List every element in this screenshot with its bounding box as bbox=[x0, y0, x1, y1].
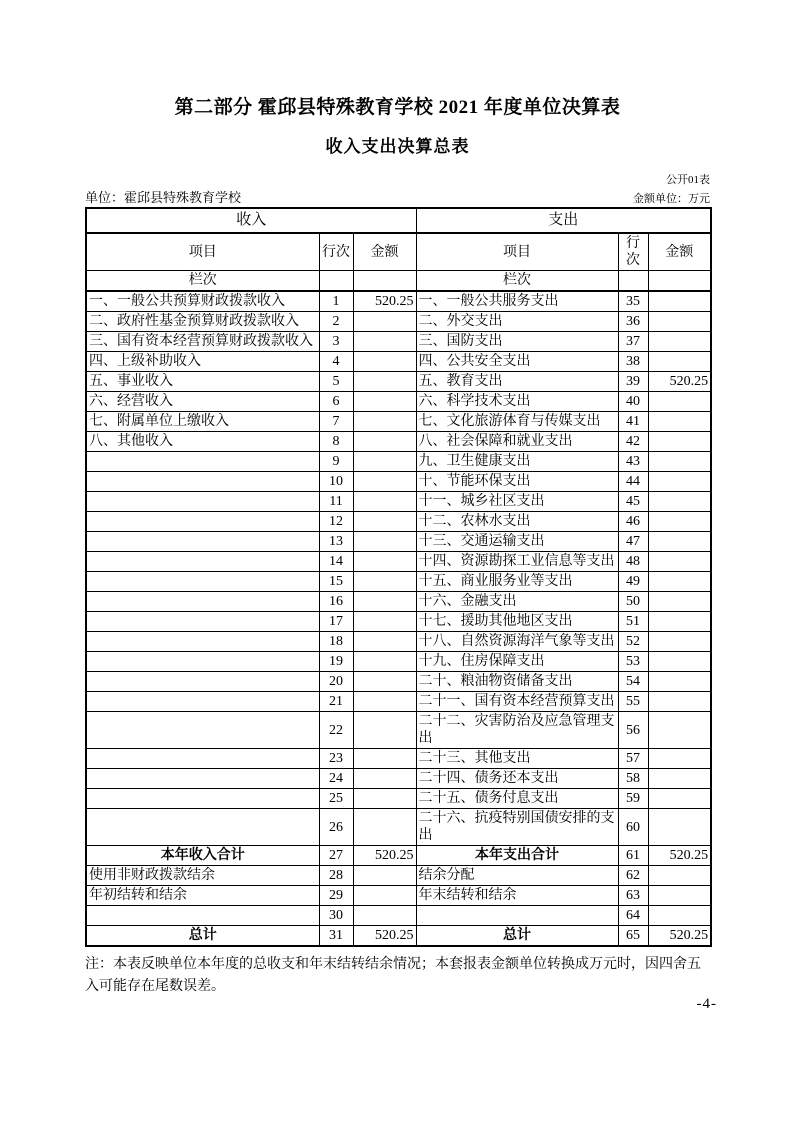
expense-amount-cell bbox=[648, 352, 711, 372]
income-item-cell bbox=[86, 492, 319, 512]
income-amount-cell bbox=[353, 632, 416, 652]
expense-item-cell: 二十一、国有资本经营预算支出 bbox=[416, 692, 618, 712]
income-item-cell bbox=[86, 592, 319, 612]
income-line-cell: 11 bbox=[319, 492, 353, 512]
expense-item-cell: 一、一般公共服务支出 bbox=[416, 291, 618, 312]
expense-item-cell: 二十六、抗疫特别国债安排的支出 bbox=[416, 809, 618, 846]
income-line-cell: 9 bbox=[319, 452, 353, 472]
income-line-cell: 10 bbox=[319, 472, 353, 492]
table-row bbox=[86, 372, 711, 392]
expense-line-cell: 50 bbox=[618, 592, 648, 612]
income-item-cell: 年初结转和结余 bbox=[86, 886, 319, 906]
income-item-cell: 一、一般公共预算财政拨款收入 bbox=[86, 291, 319, 312]
expense-item-cell: 六、科学技术支出 bbox=[416, 392, 618, 412]
income-amount-cell bbox=[353, 809, 416, 846]
income-section-header: 收入 bbox=[86, 208, 416, 233]
expense-item-cell: 十一、城乡社区支出 bbox=[416, 492, 618, 512]
expense-item-cell: 三、国防支出 bbox=[416, 332, 618, 352]
income-amount-cell bbox=[353, 672, 416, 692]
expense-line-cell: 59 bbox=[618, 789, 648, 809]
income-item-cell bbox=[86, 769, 319, 789]
table-row bbox=[86, 412, 711, 432]
income-line-header: 行次 bbox=[319, 233, 353, 271]
income-line-cell: 21 bbox=[319, 692, 353, 712]
income-amount-cell: 520.25 bbox=[353, 846, 416, 866]
expense-item-cell: 十八、自然资源海洋气象等支出 bbox=[416, 632, 618, 652]
income-line-cell: 29 bbox=[319, 886, 353, 906]
table-row bbox=[86, 769, 711, 789]
expense-line-cell: 42 bbox=[618, 432, 648, 452]
expense-line-header: 行次 bbox=[618, 233, 648, 271]
income-item-cell bbox=[86, 789, 319, 809]
income-item-cell bbox=[86, 809, 319, 846]
income-line-cell: 3 bbox=[319, 332, 353, 352]
table-row bbox=[86, 712, 711, 749]
expense-amount-cell bbox=[648, 572, 711, 592]
empty-cell bbox=[618, 271, 648, 292]
income-item-cell: 使用非财政拨款结余 bbox=[86, 866, 319, 886]
table-row bbox=[86, 552, 711, 572]
expense-line-cell: 40 bbox=[618, 392, 648, 412]
expense-item-cell: 十三、交通运输支出 bbox=[416, 532, 618, 552]
income-line-cell: 18 bbox=[319, 632, 353, 652]
income-amount-cell bbox=[353, 652, 416, 672]
expense-line-cell: 56 bbox=[618, 712, 648, 749]
expense-amount-cell bbox=[648, 692, 711, 712]
income-amount-cell bbox=[353, 789, 416, 809]
table-row bbox=[86, 392, 711, 412]
income-line-cell: 30 bbox=[319, 906, 353, 926]
expense-line-cell: 37 bbox=[618, 332, 648, 352]
income-amount-cell bbox=[353, 472, 416, 492]
expense-line-cell: 53 bbox=[618, 652, 648, 672]
income-line-cell: 31 bbox=[319, 926, 353, 947]
expense-amount-cell bbox=[648, 769, 711, 789]
expense-amount-cell bbox=[648, 432, 711, 452]
table-row bbox=[86, 492, 711, 512]
expense-amount-cell bbox=[648, 749, 711, 769]
expense-line-cell: 64 bbox=[618, 906, 648, 926]
table-row bbox=[86, 472, 711, 492]
expense-line-cell: 39 bbox=[618, 372, 648, 392]
income-line-cell: 26 bbox=[319, 809, 353, 846]
expense-amount-header: 金额 bbox=[648, 233, 711, 271]
expense-line-cell: 49 bbox=[618, 572, 648, 592]
part-title: 第二部分 霍邱县特殊教育学校 2021 年度单位决算表 bbox=[174, 97, 621, 118]
income-amount-cell bbox=[353, 769, 416, 789]
expense-item-cell: 二十三、其他支出 bbox=[416, 749, 618, 769]
expense-amount-cell bbox=[648, 291, 711, 312]
expense-section-header: 支出 bbox=[416, 208, 711, 233]
expense-amount-cell bbox=[648, 789, 711, 809]
income-item-cell bbox=[86, 452, 319, 472]
income-line-cell: 6 bbox=[319, 392, 353, 412]
expense-amount-cell bbox=[648, 866, 711, 886]
income-amount-cell: 520.25 bbox=[353, 926, 416, 947]
expense-line-cell: 47 bbox=[618, 532, 648, 552]
expense-line-cell: 54 bbox=[618, 672, 648, 692]
income-item-cell bbox=[86, 532, 319, 552]
expense-item-cell: 总计 bbox=[416, 926, 618, 947]
income-amount-cell bbox=[353, 332, 416, 352]
income-amount-header: 金额 bbox=[353, 233, 416, 271]
income-item-cell: 本年收入合计 bbox=[86, 846, 319, 866]
expense-amount-cell bbox=[648, 809, 711, 846]
income-item-cell bbox=[86, 692, 319, 712]
income-line-cell: 15 bbox=[319, 572, 353, 592]
expense-line-cell: 38 bbox=[618, 352, 648, 372]
table-row bbox=[86, 632, 711, 652]
income-amount-cell bbox=[353, 432, 416, 452]
page-content bbox=[85, 92, 710, 998]
income-amount-cell bbox=[353, 612, 416, 632]
table-row bbox=[86, 672, 711, 692]
income-line-cell: 1 bbox=[319, 291, 353, 312]
form-code: 公开01表 bbox=[666, 174, 710, 186]
empty-cell bbox=[353, 271, 416, 292]
expense-amount-cell: 520.25 bbox=[648, 926, 711, 947]
income-line-cell: 24 bbox=[319, 769, 353, 789]
expense-amount-cell bbox=[648, 412, 711, 432]
expense-item-cell: 十六、金融支出 bbox=[416, 592, 618, 612]
table-row bbox=[86, 866, 711, 886]
income-line-cell: 5 bbox=[319, 372, 353, 392]
table-row bbox=[86, 572, 711, 592]
income-line-cell: 19 bbox=[319, 652, 353, 672]
income-item-cell: 三、国有资本经营预算财政拨款收入 bbox=[86, 332, 319, 352]
income-amount-cell bbox=[353, 572, 416, 592]
income-item-cell bbox=[86, 652, 319, 672]
accounts-table bbox=[85, 207, 712, 947]
income-amount-cell bbox=[353, 312, 416, 332]
income-amount-cell bbox=[353, 692, 416, 712]
income-item-cell bbox=[86, 472, 319, 492]
page-number: -4- bbox=[696, 996, 717, 1012]
expense-amount-cell bbox=[648, 532, 711, 552]
income-item-cell bbox=[86, 749, 319, 769]
table-row bbox=[86, 452, 711, 472]
income-amount-cell bbox=[353, 532, 416, 552]
expense-line-cell: 55 bbox=[618, 692, 648, 712]
income-item-cell bbox=[86, 632, 319, 652]
income-amount-cell bbox=[353, 452, 416, 472]
expense-amount-cell bbox=[648, 712, 711, 749]
expense-line-cell: 35 bbox=[618, 291, 648, 312]
income-line-cell: 27 bbox=[319, 846, 353, 866]
unit-label: 单位：霍邱县特殊教育学校 bbox=[85, 190, 242, 205]
expense-line-cell: 62 bbox=[618, 866, 648, 886]
income-line-cell: 14 bbox=[319, 552, 353, 572]
income-amount-cell bbox=[353, 552, 416, 572]
expense-amount-cell bbox=[648, 392, 711, 412]
expense-line-cell: 65 bbox=[618, 926, 648, 947]
income-item-cell bbox=[86, 552, 319, 572]
expense-amount-cell bbox=[648, 452, 711, 472]
expense-item-cell: 年末结转和结余 bbox=[416, 886, 618, 906]
expense-amount-cell bbox=[648, 672, 711, 692]
expense-line-cell: 58 bbox=[618, 769, 648, 789]
expense-line-cell: 44 bbox=[618, 472, 648, 492]
income-amount-cell bbox=[353, 749, 416, 769]
expense-item-cell: 本年支出合计 bbox=[416, 846, 618, 866]
expense-item-cell: 二十二、灾害防治及应急管理支出 bbox=[416, 712, 618, 749]
empty-cell bbox=[319, 271, 353, 292]
income-amount-cell bbox=[353, 592, 416, 612]
table-row bbox=[86, 592, 711, 612]
income-item-cell: 总计 bbox=[86, 926, 319, 947]
expense-item-cell bbox=[416, 906, 618, 926]
expense-item-cell: 七、文化旅游体育与传媒支出 bbox=[416, 412, 618, 432]
expense-line-cell: 41 bbox=[618, 412, 648, 432]
table-row bbox=[86, 926, 711, 947]
income-item-cell: 五、事业收入 bbox=[86, 372, 319, 392]
expense-amount-cell bbox=[648, 312, 711, 332]
income-amount-cell bbox=[353, 352, 416, 372]
expense-item-cell: 五、教育支出 bbox=[416, 372, 618, 392]
income-line-cell: 25 bbox=[319, 789, 353, 809]
table-row bbox=[86, 291, 711, 312]
expense-amount-cell bbox=[648, 612, 711, 632]
expense-item-cell: 九、卫生健康支出 bbox=[416, 452, 618, 472]
income-amount-cell bbox=[353, 512, 416, 532]
expense-item-header: 项目 bbox=[416, 233, 618, 271]
expense-line-cell: 63 bbox=[618, 886, 648, 906]
expense-amount-cell bbox=[648, 632, 711, 652]
expense-line-cell: 48 bbox=[618, 552, 648, 572]
income-line-cell: 12 bbox=[319, 512, 353, 532]
table-row bbox=[86, 749, 711, 769]
expense-index-label: 栏次 bbox=[416, 271, 618, 292]
income-item-cell bbox=[86, 512, 319, 532]
expense-amount-cell: 520.25 bbox=[648, 846, 711, 866]
table-row bbox=[86, 532, 711, 552]
income-line-cell: 8 bbox=[319, 432, 353, 452]
income-amount-cell bbox=[353, 712, 416, 749]
expense-item-cell: 二十、粮油物资储备支出 bbox=[416, 672, 618, 692]
expense-item-cell: 二十四、债务还本支出 bbox=[416, 769, 618, 789]
income-item-cell bbox=[86, 906, 319, 926]
expense-amount-cell bbox=[648, 592, 711, 612]
expense-amount-cell bbox=[648, 492, 711, 512]
empty-cell bbox=[648, 271, 711, 292]
expense-item-cell: 十七、援助其他地区支出 bbox=[416, 612, 618, 632]
table-row bbox=[86, 312, 711, 332]
income-item-cell: 四、上级补助收入 bbox=[86, 352, 319, 372]
income-item-cell: 六、经营收入 bbox=[86, 392, 319, 412]
expense-line-cell: 36 bbox=[618, 312, 648, 332]
income-item-cell bbox=[86, 672, 319, 692]
expense-line-cell: 57 bbox=[618, 749, 648, 769]
income-line-cell: 20 bbox=[319, 672, 353, 692]
income-amount-cell: 520.25 bbox=[353, 291, 416, 312]
income-item-cell: 八、其他收入 bbox=[86, 432, 319, 452]
expense-item-cell: 十、节能环保支出 bbox=[416, 472, 618, 492]
income-item-header: 项目 bbox=[86, 233, 319, 271]
income-amount-cell bbox=[353, 372, 416, 392]
income-index-label: 栏次 bbox=[86, 271, 319, 292]
expense-amount-cell bbox=[648, 512, 711, 532]
section-header-row bbox=[86, 208, 711, 233]
expense-line-cell: 60 bbox=[618, 809, 648, 846]
table-row bbox=[86, 332, 711, 352]
column-header-row bbox=[86, 233, 711, 271]
expense-amount-cell bbox=[648, 472, 711, 492]
table-meta-row bbox=[85, 187, 710, 206]
table-row bbox=[86, 652, 711, 672]
income-amount-cell bbox=[353, 392, 416, 412]
table-row bbox=[86, 906, 711, 926]
table-row bbox=[86, 692, 711, 712]
expense-item-cell: 八、社会保障和就业支出 bbox=[416, 432, 618, 452]
expense-amount-cell bbox=[648, 652, 711, 672]
income-line-cell: 16 bbox=[319, 592, 353, 612]
expense-item-cell: 结余分配 bbox=[416, 866, 618, 886]
table-row bbox=[86, 789, 711, 809]
amount-unit-label: 金额单位：万元 bbox=[633, 193, 710, 205]
income-item-cell: 七、附属单位上缴收入 bbox=[86, 412, 319, 432]
income-item-cell bbox=[86, 712, 319, 749]
footnote: 注：本表反映单位本年度的总收支和年末结转结余情况；本套报表金额单位转换成万元时，因四舍五入可能存在尾数误差。 bbox=[85, 957, 701, 994]
expense-item-cell: 十四、资源勘探工业信息等支出 bbox=[416, 552, 618, 572]
income-line-cell: 7 bbox=[319, 412, 353, 432]
expense-item-cell: 二、外交支出 bbox=[416, 312, 618, 332]
income-line-cell: 17 bbox=[319, 612, 353, 632]
table-row bbox=[86, 809, 711, 846]
expense-line-cell: 52 bbox=[618, 632, 648, 652]
table-row bbox=[86, 612, 711, 632]
table-row bbox=[86, 432, 711, 452]
index-label-row bbox=[86, 271, 711, 292]
expense-item-cell: 十五、商业服务业等支出 bbox=[416, 572, 618, 592]
income-item-cell: 二、政府性基金预算财政拨款收入 bbox=[86, 312, 319, 332]
expense-item-cell: 十九、住房保障支出 bbox=[416, 652, 618, 672]
expense-item-cell: 四、公共安全支出 bbox=[416, 352, 618, 372]
income-amount-cell bbox=[353, 492, 416, 512]
expense-item-cell: 二十五、债务付息支出 bbox=[416, 789, 618, 809]
expense-line-cell: 45 bbox=[618, 492, 648, 512]
expense-amount-cell bbox=[648, 332, 711, 352]
table-row bbox=[86, 512, 711, 532]
income-line-cell: 4 bbox=[319, 352, 353, 372]
income-line-cell: 22 bbox=[319, 712, 353, 749]
income-line-cell: 23 bbox=[319, 749, 353, 769]
expense-line-cell: 61 bbox=[618, 846, 648, 866]
expense-line-cell: 46 bbox=[618, 512, 648, 532]
income-amount-cell bbox=[353, 906, 416, 926]
expense-amount-cell: 520.25 bbox=[648, 372, 711, 392]
table-title: 收入支出决算总表 bbox=[325, 137, 470, 156]
income-amount-cell bbox=[353, 866, 416, 886]
income-line-cell: 2 bbox=[319, 312, 353, 332]
income-line-cell: 28 bbox=[319, 866, 353, 886]
income-amount-cell bbox=[353, 412, 416, 432]
expense-amount-cell bbox=[648, 886, 711, 906]
expense-line-cell: 51 bbox=[618, 612, 648, 632]
table-row bbox=[86, 846, 711, 866]
income-line-cell: 13 bbox=[319, 532, 353, 552]
table-row bbox=[86, 352, 711, 372]
income-item-cell bbox=[86, 612, 319, 632]
expense-item-cell: 十二、农林水支出 bbox=[416, 512, 618, 532]
income-item-cell bbox=[86, 572, 319, 592]
expense-line-cell: 43 bbox=[618, 452, 648, 472]
income-amount-cell bbox=[353, 886, 416, 906]
expense-amount-cell bbox=[648, 552, 711, 572]
table-row bbox=[86, 886, 711, 906]
table-body bbox=[86, 291, 711, 946]
expense-amount-cell bbox=[648, 906, 711, 926]
